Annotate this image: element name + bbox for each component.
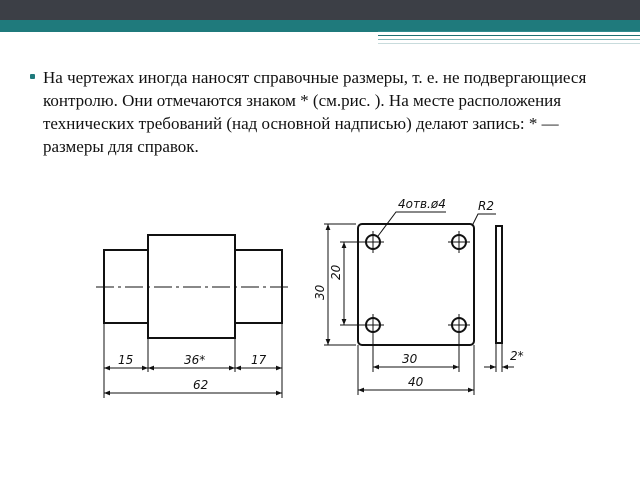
plate-side-view [496,226,502,343]
holes-note: 4отв.ø4 [398,197,446,211]
radius-label: R2 [478,199,494,213]
plate-dim-thickness: 2* [510,349,524,363]
plate-dim-height-outer: 30 [313,284,327,300]
plate-drawing [324,212,514,395]
slide-paragraph: На чертежах иногда наносят справочные размеры, т. е. не подвергающиеся контролю. Они отмечаются знаком * (см.рис. ). На месте расположения технических требований (над основной надписью) делают запись: * — размеры для справок. [43,68,587,156]
shaft-dim-left: 15 [118,353,134,367]
shaft-dim-right: 17 [251,353,267,367]
shaft-drawing [96,235,292,398]
plate-dim-height-inner: 20 [329,264,343,280]
plate-dim-width-inner: 30 [402,352,418,366]
shaft-dim-center: 36* [184,353,206,367]
radius-leader [472,214,496,226]
shaft-dim-total: 62 [193,378,209,392]
plate-dim-width-outer: 40 [408,375,424,389]
